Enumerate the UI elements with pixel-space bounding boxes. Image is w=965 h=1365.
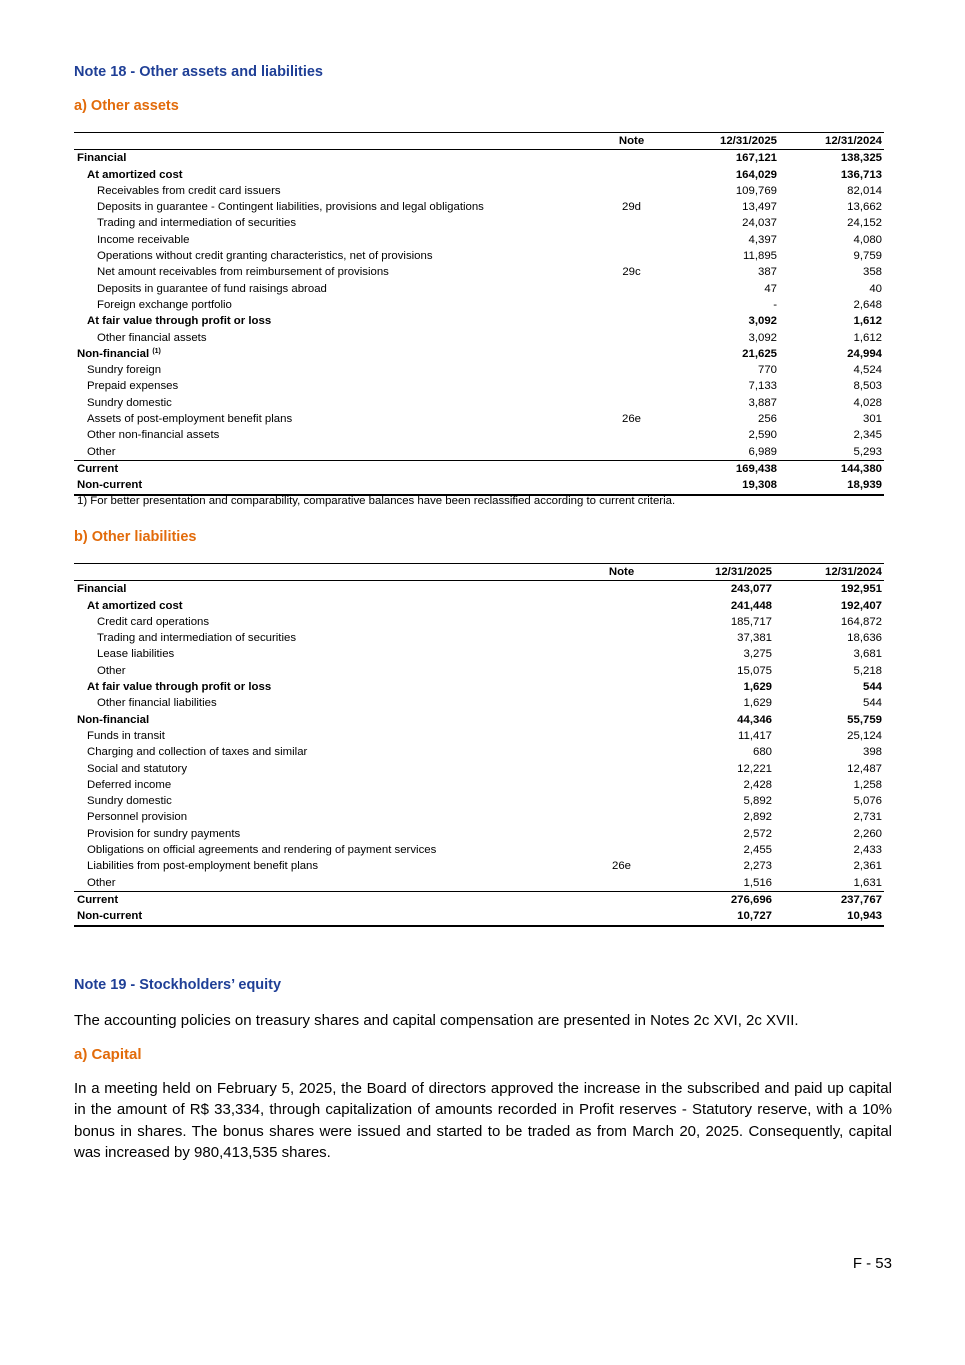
- table-row: [74, 330, 884, 346]
- value-2024: 18,636: [847, 632, 882, 645]
- row-note: [589, 875, 654, 892]
- row-label: [74, 630, 589, 646]
- note18-title: Note 18 - Other assets and liabilities: [74, 64, 323, 80]
- value-2024: 12,487: [847, 762, 882, 775]
- row-label-text: Foreign exchange portfolio: [97, 298, 232, 311]
- row-label: [74, 215, 599, 231]
- row-note: [599, 395, 664, 411]
- value-2025: 4,397: [748, 233, 777, 246]
- value-2025: 13,497: [742, 201, 777, 214]
- row-note: [589, 793, 654, 809]
- row-label: [74, 378, 599, 394]
- row-label: [74, 761, 589, 777]
- row-label: [74, 858, 589, 874]
- row-label-text: Lease liabilities: [97, 648, 175, 661]
- row-label-text: Charging and collection of taxes and similar: [87, 746, 308, 759]
- table-row: [74, 646, 884, 662]
- value-2025: 1,629: [743, 697, 772, 710]
- row-note: [599, 313, 664, 329]
- value-2024: 2,433: [853, 844, 882, 857]
- table-row: [74, 460, 884, 477]
- row-label-text: Non-financial: [77, 347, 150, 360]
- value-2025: 2,428: [743, 778, 772, 791]
- row-label-text: Liabilities from post-employment benefit plans: [87, 860, 319, 873]
- value-2024: 25,124: [847, 729, 882, 742]
- value-2025: 7,133: [748, 380, 777, 393]
- value-2024: 5,218: [853, 664, 882, 677]
- row-label: [74, 477, 599, 494]
- value-2025: -: [773, 298, 777, 311]
- value-2025: 10,727: [654, 908, 774, 925]
- value-2024: 301: [862, 413, 882, 426]
- row-note: [589, 614, 654, 630]
- value-2024: 1,612: [853, 331, 882, 344]
- table-row: [74, 695, 884, 711]
- table-row: [74, 809, 884, 825]
- value-2024: 164,872: [840, 615, 882, 628]
- row-note: [589, 695, 654, 711]
- row-label-text: Other non-financial assets: [87, 429, 220, 442]
- value-2025: 24,037: [742, 217, 777, 230]
- row-label-text: Current: [77, 462, 119, 475]
- row-label: [74, 908, 589, 925]
- value-2024: 2,361: [853, 860, 882, 873]
- table-row: [74, 395, 884, 411]
- table-row: [74, 477, 884, 494]
- value-2025: 243,077: [730, 583, 772, 596]
- row-label-text: Deferred income: [87, 778, 172, 791]
- value-2024: 192,951: [840, 583, 882, 596]
- row-note: [599, 281, 664, 297]
- value-2024: 55,759: [847, 713, 882, 726]
- value-2024: 5,076: [853, 795, 882, 808]
- table-row: [74, 728, 884, 744]
- row-label: [74, 581, 589, 598]
- row-label: [74, 362, 599, 378]
- row-label: [74, 679, 589, 695]
- table-row: [74, 793, 884, 809]
- row-label: [74, 150, 599, 167]
- row-label: [74, 264, 599, 280]
- row-label: [74, 199, 599, 215]
- row-note: [589, 663, 654, 679]
- note19-intro: The accounting policies on treasury shares and capital compensation are presented in Notes 2c XVI, 2c XVII.: [74, 1012, 799, 1029]
- value-2025: 185,717: [730, 615, 772, 628]
- row-label-text: Provision for sundry payments: [87, 827, 241, 840]
- row-label-text: Non-current: [77, 479, 143, 492]
- row-note: [599, 346, 664, 362]
- row-note: [589, 581, 654, 598]
- value-2024: 4,028: [853, 396, 882, 409]
- row-label: [74, 712, 589, 728]
- value-2025: 11,417: [738, 729, 772, 742]
- row-label-text: Current: [77, 893, 119, 906]
- row-label-text: Receivables from credit card issuers: [97, 184, 281, 197]
- value-2024: 2,345: [853, 429, 882, 442]
- row-label: [74, 842, 589, 858]
- row-note: [589, 646, 654, 662]
- row-label: [74, 875, 589, 892]
- row-label-text: Income receivable: [97, 233, 190, 246]
- value-2024: 82,014: [847, 184, 882, 197]
- row-note: [589, 712, 654, 728]
- row-note: [589, 891, 654, 908]
- row-label-text: At fair value through profit or loss: [87, 315, 272, 328]
- value-2024: 40: [869, 282, 882, 295]
- row-label: [74, 695, 589, 711]
- value-2025: 2,455: [743, 844, 772, 857]
- other-assets-title: a) Other assets: [74, 98, 179, 114]
- value-2024: 13,662: [847, 201, 882, 214]
- row-label-text: Non-current: [77, 910, 143, 923]
- value-2025: 109,769: [735, 184, 777, 197]
- row-label-text: Funds in transit: [87, 729, 165, 742]
- row-label: [74, 411, 599, 427]
- value-2025: 44,346: [737, 713, 772, 726]
- row-label: [74, 826, 589, 842]
- table-row: [74, 598, 884, 614]
- value-2024: 192,407: [840, 599, 882, 612]
- value-2024: 1,258: [853, 778, 882, 791]
- value-2024: 544: [862, 697, 882, 710]
- row-label-text: Deposits in guarantee - Contingent liabilities, provisions and legal obligations: [97, 201, 484, 214]
- row-label: [74, 232, 599, 248]
- table-row: [74, 199, 884, 215]
- row-label: [74, 167, 599, 183]
- value-2025: 12,221: [737, 762, 772, 775]
- row-label: [74, 598, 589, 614]
- row-note: [599, 444, 664, 461]
- row-label: [74, 793, 589, 809]
- table-row: [74, 614, 884, 630]
- table-row: [74, 264, 884, 280]
- row-label-text: Operations without credit granting characteristics, net of provisions: [97, 250, 433, 263]
- row-note: [599, 378, 664, 394]
- row-label: [74, 744, 589, 760]
- value-2024: 2,731: [853, 811, 882, 824]
- header-2024: 12/31/2024: [774, 564, 884, 581]
- value-2025: 5,892: [743, 795, 772, 808]
- table-header-row: [74, 564, 884, 581]
- row-label: [74, 646, 589, 662]
- value-2024: 3,681: [853, 648, 882, 661]
- value-2025: 1,629: [743, 681, 772, 694]
- table-row: [74, 297, 884, 313]
- footnote-marker: (1): [152, 347, 161, 355]
- table-row: [74, 248, 884, 264]
- table-row: [74, 777, 884, 793]
- row-label-text: Social and statutory: [87, 762, 188, 775]
- row-label-text: Other financial liabilities: [97, 697, 217, 710]
- assets-footnote: 1) For better presentation and comparability, comparative balances have been reclassified according to current criteria.: [77, 495, 676, 507]
- value-2025: 167,121: [735, 152, 777, 165]
- row-note: [599, 150, 664, 167]
- table-row: [74, 630, 884, 646]
- row-label: [74, 248, 599, 264]
- header-note: Note: [599, 133, 664, 150]
- table-row: [74, 232, 884, 248]
- value-2024: 237,767: [774, 891, 884, 908]
- value-2025: 3,887: [748, 396, 777, 409]
- row-label: [74, 809, 589, 825]
- table-row: [74, 183, 884, 199]
- value-2025: 169,438: [664, 460, 779, 477]
- value-2025: 15,075: [737, 664, 772, 677]
- table-row: [74, 826, 884, 842]
- value-2025: 6,989: [748, 445, 777, 458]
- header-2025: 12/31/2025: [654, 564, 774, 581]
- row-label: [74, 346, 599, 362]
- table-row: [74, 281, 884, 297]
- row-label-text: Trading and intermediation of securities: [97, 217, 297, 230]
- value-2024: 18,939: [779, 477, 884, 494]
- value-2025: 2,572: [743, 827, 772, 840]
- row-note: [589, 728, 654, 744]
- row-label-text: Financial: [77, 152, 127, 165]
- capital-paragraph: In a meeting held on February 5, 2025, the Board of directors approved the increase in the subscribed and paid up capital in the amount of R$ 33,334, through capitalization of amounts recorded in Profit reserves - Statutory reserve, with a 10% bonus in shares. The bonus shares were issued and started to be traded as from March 20, 2025. Consequently, capital was increased by 980,413,535 shares.: [74, 1080, 892, 1161]
- header-2024: 12/31/2024: [779, 133, 884, 150]
- row-label-text: Assets of post-employment benefit plans: [87, 413, 293, 426]
- value-2025: 2,273: [743, 860, 772, 873]
- table-row: [74, 908, 884, 925]
- value-2025: 241,448: [730, 599, 772, 612]
- row-label: [74, 297, 599, 313]
- table-row: [74, 744, 884, 760]
- value-2024: 8,503: [853, 380, 882, 393]
- value-2024: 24,152: [847, 217, 882, 230]
- table-row: [74, 891, 884, 908]
- row-note: 29d: [621, 201, 641, 214]
- row-note: [599, 330, 664, 346]
- row-note: [589, 630, 654, 646]
- value-2025: 3,275: [743, 648, 772, 661]
- row-label-text: Sundry domestic: [87, 396, 172, 409]
- other-assets-table: [74, 132, 884, 496]
- row-label-text: At amortized cost: [87, 168, 183, 181]
- row-note: [589, 761, 654, 777]
- value-2024: 358: [862, 266, 882, 279]
- table-row: [74, 346, 884, 362]
- value-2024: 144,380: [779, 460, 884, 477]
- row-note: [589, 826, 654, 842]
- value-2025: 2,892: [743, 811, 772, 824]
- value-2025: 256: [757, 413, 777, 426]
- value-2025: 164,029: [735, 168, 777, 181]
- value-2025: 11,895: [743, 250, 777, 263]
- row-note: [599, 477, 664, 494]
- table-row: [74, 761, 884, 777]
- row-note: [589, 777, 654, 793]
- row-label-text: Prepaid expenses: [87, 380, 179, 393]
- row-label-text: At fair value through profit or loss: [87, 681, 272, 694]
- table-row: [74, 581, 884, 598]
- value-2025: 276,696: [654, 891, 774, 908]
- table-row: [74, 663, 884, 679]
- table-row: [74, 313, 884, 329]
- row-note: [599, 167, 664, 183]
- value-2024: 24,994: [847, 347, 882, 360]
- table-row: [74, 362, 884, 378]
- row-label: [74, 444, 599, 461]
- capital-title: a) Capital: [74, 1046, 142, 1063]
- row-label-text: Personnel provision: [87, 811, 188, 824]
- row-label: [74, 728, 589, 744]
- table-row: [74, 858, 884, 874]
- row-note: [589, 679, 654, 695]
- row-note: 26e: [611, 860, 631, 873]
- value-2024: 4,080: [853, 233, 882, 246]
- row-note: [589, 809, 654, 825]
- row-label: [74, 614, 589, 630]
- row-label-text: Net amount receivables from reimbursement of provisions: [97, 266, 389, 279]
- row-note: [599, 248, 664, 264]
- value-2025: 47: [764, 282, 777, 295]
- value-2025: 19,308: [664, 477, 779, 494]
- other-liabilities-table: [74, 563, 884, 927]
- row-note: [589, 598, 654, 614]
- row-label: [74, 777, 589, 793]
- table-row: [74, 411, 884, 427]
- row-label-text: Sundry foreign: [87, 364, 162, 377]
- value-2024: 4,524: [853, 364, 882, 377]
- table-row: [74, 679, 884, 695]
- value-2024: 136,713: [840, 168, 882, 181]
- row-label-text: Non-financial: [77, 713, 150, 726]
- row-label: [74, 427, 599, 443]
- value-2025: 3,092: [748, 315, 777, 328]
- row-label: [74, 183, 599, 199]
- row-label-text: Financial: [77, 583, 127, 596]
- value-2025: 770: [757, 364, 777, 377]
- row-label: [74, 663, 589, 679]
- value-2025: 37,381: [737, 632, 772, 645]
- value-2025: 2,590: [748, 429, 777, 442]
- header-note: Note: [589, 564, 654, 581]
- row-label: [74, 330, 599, 346]
- value-2025: 1,516: [743, 876, 772, 889]
- row-note: [589, 908, 654, 925]
- table-row: [74, 842, 884, 858]
- row-label: [74, 891, 589, 908]
- row-label-text: Other: [87, 876, 116, 889]
- row-label-text: Other financial assets: [97, 331, 207, 344]
- row-note: [599, 183, 664, 199]
- page-number: F - 53: [852, 1255, 892, 1272]
- table-row: [74, 712, 884, 728]
- row-note: [589, 744, 654, 760]
- value-2024: 544: [862, 681, 882, 694]
- table-row: [74, 427, 884, 443]
- row-note: 26e: [621, 413, 641, 426]
- table-header-row: [74, 133, 884, 150]
- value-2024: 398: [862, 746, 882, 759]
- value-2025: 21,625: [742, 347, 777, 360]
- row-note: 29c: [622, 266, 641, 279]
- value-2024: 2,260: [853, 827, 882, 840]
- row-label-text: Trading and intermediation of securities: [97, 632, 297, 645]
- row-label-text: Credit card operations: [97, 615, 210, 628]
- row-label: [74, 281, 599, 297]
- row-note: [599, 460, 664, 477]
- value-2025: 3,092: [748, 331, 777, 344]
- row-label-text: Deposits in guarantee of fund raisings abroad: [97, 282, 327, 295]
- value-2025: 387: [757, 266, 777, 279]
- value-2024: 2,648: [853, 298, 882, 311]
- other-liabilities-title: b) Other liabilities: [74, 529, 197, 545]
- table-row: [74, 167, 884, 183]
- row-label-text: At amortized cost: [87, 599, 183, 612]
- row-note: [599, 297, 664, 313]
- table-row: [74, 150, 884, 167]
- value-2025: 680: [752, 746, 772, 759]
- value-2024: 5,293: [853, 445, 882, 458]
- row-label: [74, 395, 599, 411]
- table-row: [74, 875, 884, 892]
- row-label: [74, 313, 599, 329]
- value-2024: 9,759: [853, 250, 882, 263]
- row-label-text: Other: [97, 664, 126, 677]
- note19-title: Note 19 - Stockholders’ equity: [74, 977, 282, 993]
- row-note: [599, 232, 664, 248]
- table-row: [74, 444, 884, 461]
- value-2024: 138,325: [840, 152, 882, 165]
- row-note: [599, 362, 664, 378]
- row-label: [74, 460, 599, 477]
- header-2025: 12/31/2025: [664, 133, 779, 150]
- value-2024: 10,943: [774, 908, 884, 925]
- table-row: [74, 215, 884, 231]
- table-row: [74, 378, 884, 394]
- row-label-text: Sundry domestic: [87, 795, 172, 808]
- value-2024: 1,612: [853, 315, 882, 328]
- row-label-text: Other: [87, 445, 116, 458]
- row-note: [589, 842, 654, 858]
- value-2024: 1,631: [853, 876, 882, 889]
- row-note: [599, 215, 664, 231]
- row-label-text: Obligations on official agreements and rendering of payment services: [87, 844, 437, 857]
- row-note: [599, 427, 664, 443]
